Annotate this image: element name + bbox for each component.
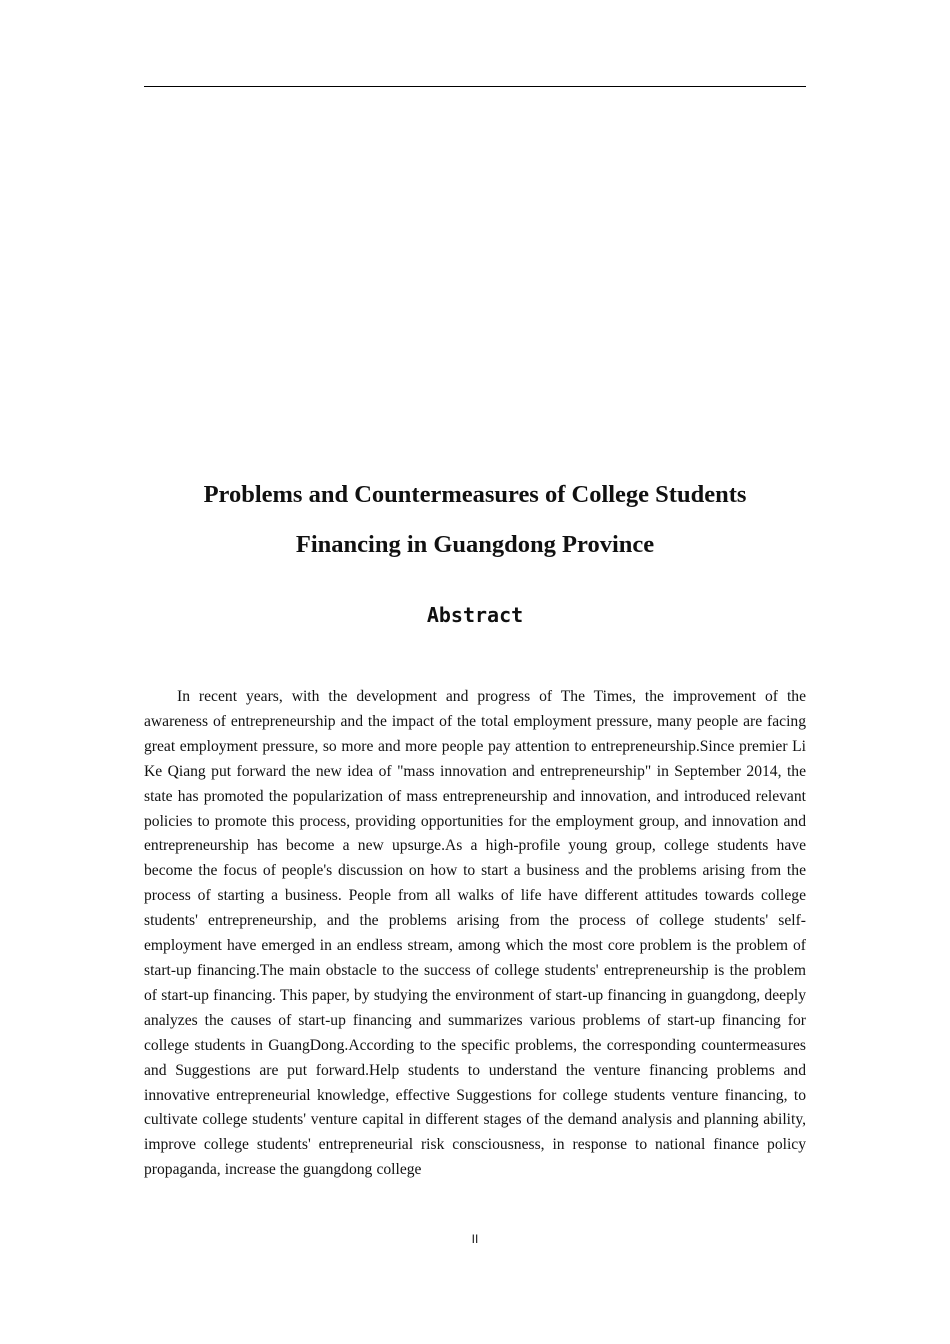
paper-title [144,470,806,570]
page-number: II [471,1232,479,1246]
header-rule [144,86,806,87]
abstract-heading: Abstract [426,603,524,627]
abstract-paragraph: In recent years, with the development and progress of The Times, the improvement of the awareness of entrepreneurship and the impact of the total employment pressure, many people are facing great employment pressure, so more and more people pay attention to entrepreneurship.Since premier Li Ke Qiang put forward the new idea of "mass innovation and entrepreneurship" in September 2014, the state has promoted the popularization of mass entrepreneurship and innovation, and introduced relevant policies to promote this process, providing opportunities for the employment group, and innovation and entrepreneurship has become a new upsurge.As a high-profile young group, college students have become the focus of people's discussion on how to start a business and the problems arising from the process of starting a business. People from all walks of life have different attitudes towards college students' entrepreneurship, and the problems arising from the process of college students' self-employment have emerged in an endless stream, among which the most core problem is the problem of start-up financing.The main obstacle to the success of college students' entrepreneurship is the problem of start-up financing. This paper, by studying the environment of start-up financing in guangdong, deeply analyzes the causes of start-up financing and summarizes various problems of start-up financing for college students in GuangDong.According to the specific problems, the corresponding countermeasures and Suggestions are put forward.Help students to understand the venture financing problems and innovative entrepreneurial knowledge, effective Suggestions for college students venture financing, to cultivate college students' venture capital in different stages of the demand analysis and planning ability, improve college students' entrepreneurial risk consciousness, in response to national finance policy propaganda, increase the guangdong college [144,688,806,1179]
paper-title-line-1: Problems and Countermeasures of College Students [203,481,747,508]
paper-title-line-2: Financing in Guangdong Province [295,531,655,558]
